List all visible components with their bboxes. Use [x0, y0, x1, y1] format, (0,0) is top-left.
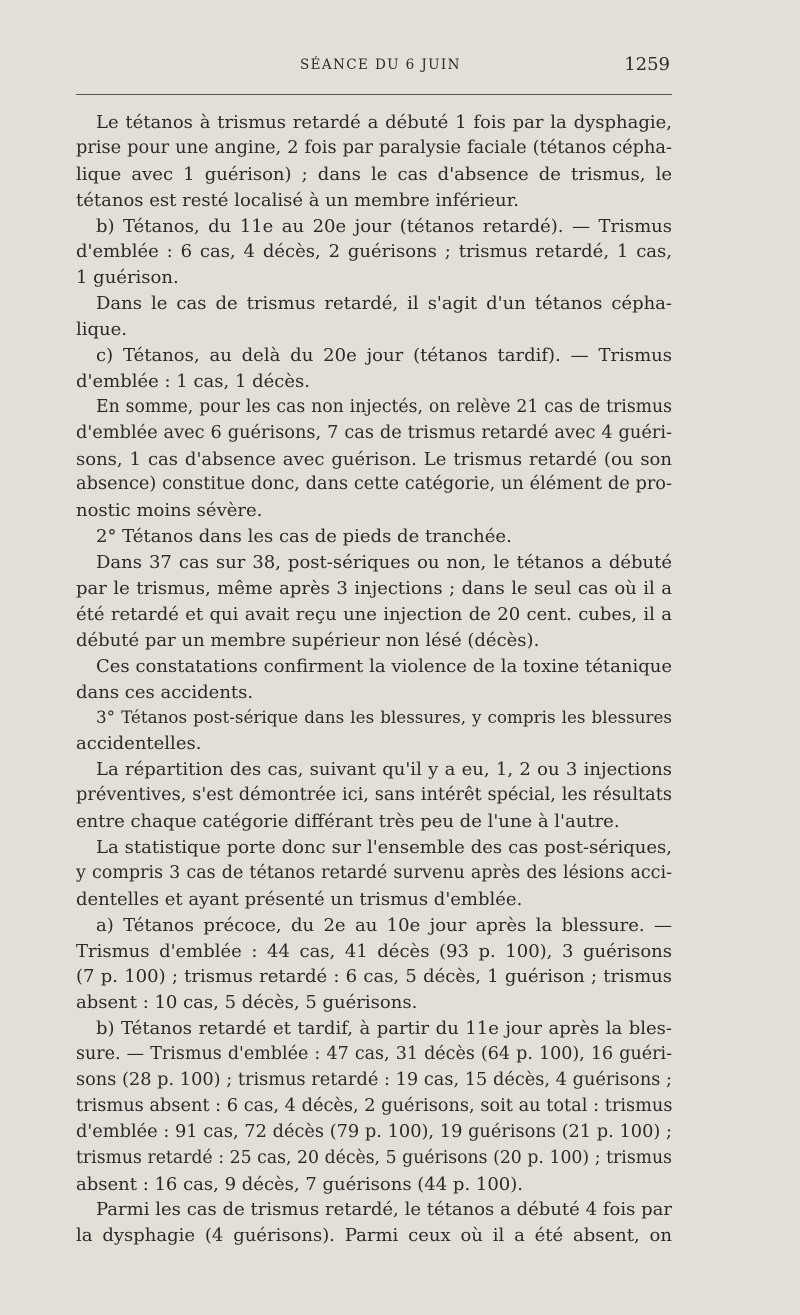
text-line: dans ces accidents. — [76, 681, 254, 703]
running-title: SÉANCE DU 6 JUIN — [300, 57, 461, 73]
text-line: 3° Tétanos post-sérique dans les blessures, y compris les blessures — [96, 707, 672, 728]
text-line: débuté par un membre supérieur non lésé (décès). — [76, 629, 540, 651]
text-line: Dans 37 cas sur 38, post-sériques ou non, le tétanos a débuté — [96, 552, 672, 574]
page-number: 1259 — [624, 54, 670, 75]
text-line: d'emblée : 6 cas, 4 décès, 2 guérisons ; trismus retardé, 1 cas, — [76, 241, 672, 263]
header-rule — [76, 94, 672, 95]
text-line: Dans le cas de trismus retardé, il s'agit d'un tétanos cépha- — [96, 293, 672, 315]
text-line: sons, 1 cas d'absence avec guérison. Le trismus retardé (ou son — [76, 448, 672, 470]
text-line: a) Tétanos précoce, du 2e au 10e jour après la blessure. — — [96, 914, 672, 936]
text-line: En somme, pour les cas non injectés, on relève 21 cas de trismus — [96, 396, 672, 417]
text-line: sons (28 p. 100) ; trismus retardé : 19 cas, 15 décès, 4 guérisons ; — [76, 1069, 673, 1090]
text-line: trismus retardé : 25 cas, 20 décès, 5 guérisons (20 p. 100) ; trismus — [76, 1147, 672, 1168]
text-line: d'emblée : 1 cas, 1 décès. — [76, 370, 310, 392]
text-line: été retardé et qui avait reçu une injection de 20 cent. cubes, il a — [76, 603, 672, 625]
text-line: sure. — Trismus d'emblée : 47 cas, 31 décès (64 p. 100), 16 guéri- — [76, 1044, 672, 1065]
text-line: préventives, s'est démontrée ici, sans intérêt spécial, les résultats — [76, 785, 672, 806]
text-line: d'emblée avec 6 guérisons, 7 cas de trismus retardé avec 4 guéri- — [76, 422, 672, 443]
text-line: Le tétanos à trismus retardé a débuté 1 fois par la dysphagie, — [96, 112, 672, 133]
text-line: 2° Tétanos dans les cas de pieds de tranchée. — [96, 526, 512, 548]
text-line: y compris 3 cas de tétanos retardé survenu après des lésions acci- — [76, 862, 672, 883]
text-line: par le trismus, même après 3 injections ; dans le seul cas où il a — [76, 578, 672, 600]
text-line: 1 guérison. — [76, 267, 179, 289]
text-line: absent : 10 cas, 5 décès, 5 guérisons. — [76, 992, 418, 1014]
text-line: c) Tétanos, au delà du 20e jour (tétanos tardif). — Trismus — [96, 345, 672, 367]
text-line: absence) constitue donc, dans cette catégorie, un élément de pro- — [76, 474, 672, 495]
text-line: d'emblée : 91 cas, 72 décès (79 p. 100), 19 guérisons (21 p. 100) ; — [76, 1121, 672, 1142]
text-line: b) Tétanos, du 11e au 20e jour (tétanos retardé). — Trismus — [96, 215, 672, 237]
text-line: La répartition des cas, suivant qu'il y a eu, 1, 2 ou 3 injections — [96, 759, 672, 781]
text-line: absent : 16 cas, 9 décès, 7 guérisons (44 p. 100). — [76, 1173, 524, 1195]
text-line: Ces constatations confirment la violence de la toxine tétanique — [96, 655, 672, 677]
text-line: la dysphagie (4 guérisons). Parmi ceux où il a été absent, on — [76, 1225, 672, 1247]
text-line: nostic moins sévère. — [76, 500, 263, 522]
text-line: lique avec 1 guérison) ; dans le cas d'absence de trismus, le — [76, 163, 672, 185]
text-line: trismus absent : 6 cas, 4 décès, 2 guérisons, soit au total : trismus — [76, 1095, 673, 1116]
body-text — [76, 110, 672, 1249]
text-line: entre chaque catégorie différant très peu de l'une à l'autre. — [76, 811, 620, 833]
text-line: b) Tétanos retardé et tardif, à partir du 11e jour après la bles- — [96, 1018, 672, 1040]
text-line: (7 p. 100) ; trismus retardé : 6 cas, 5 décès, 1 guérison ; trismus — [76, 966, 672, 988]
text-line: prise pour une angine, 2 fois par paralysie faciale (tétanos cépha- — [76, 137, 672, 158]
text-line: La statistique porte donc sur l'ensemble des cas post-sériques, — [96, 836, 672, 858]
text-line: dentelles et ayant présenté un trismus d'emblée. — [76, 888, 523, 910]
text-line: lique. — [76, 319, 128, 341]
text-line: tétanos est resté localisé à un membre inférieur. — [76, 189, 519, 211]
text-line: accidentelles. — [76, 733, 202, 755]
page-header — [76, 54, 676, 81]
text-line: Trismus d'emblée : 44 cas, 41 décès (93 p. 100), 3 guérisons — [76, 940, 672, 962]
text-line: Parmi les cas de trismus retardé, le tétanos a débuté 4 fois par — [96, 1199, 672, 1221]
